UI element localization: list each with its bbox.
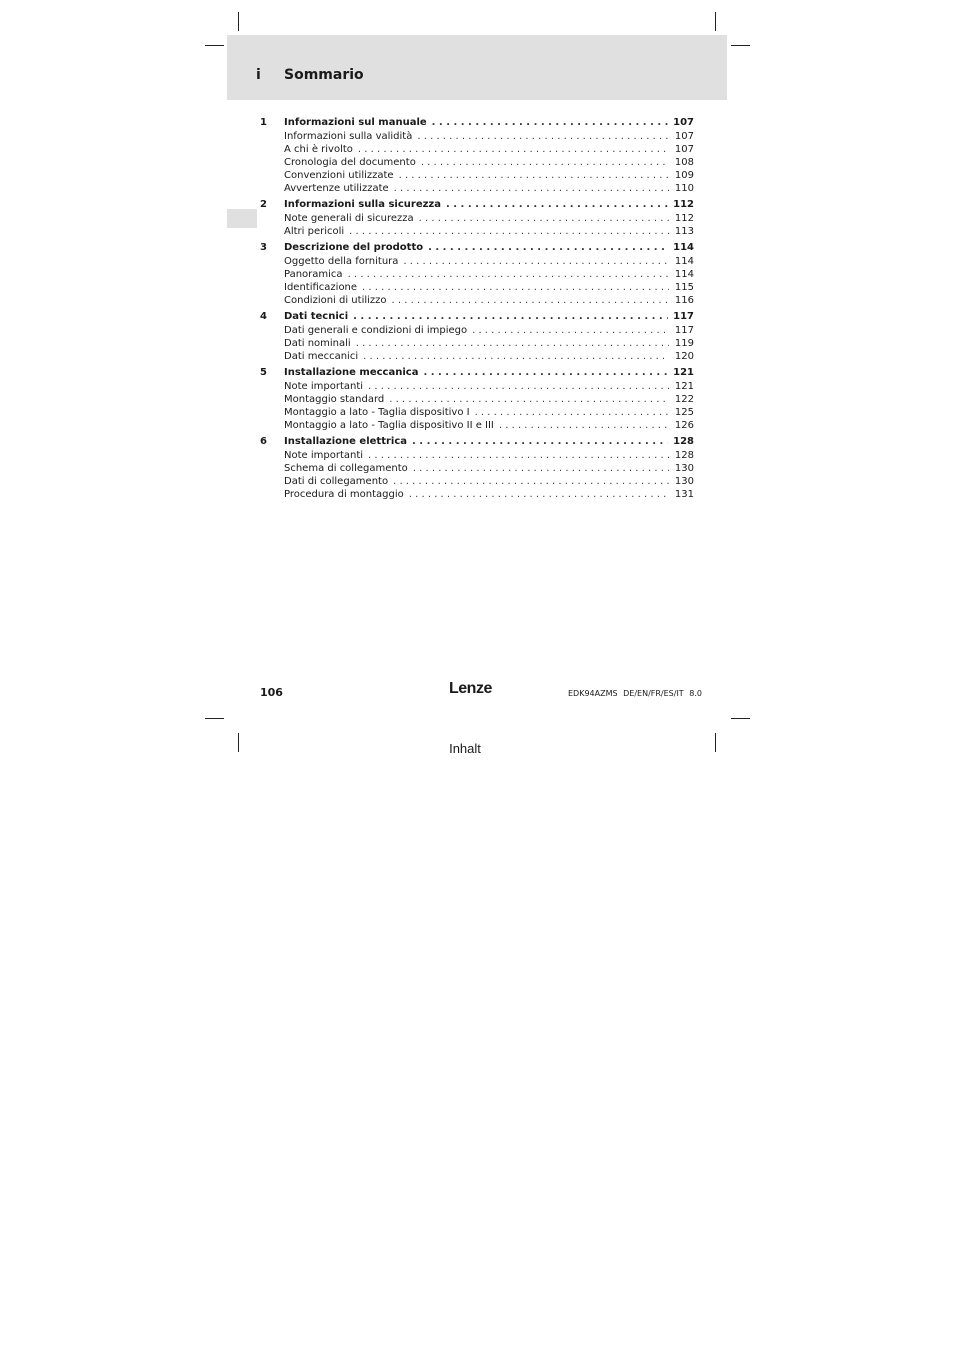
entry-title: Informazioni sulla validità <box>284 131 413 142</box>
toc-chapter-row[interactable] <box>260 434 694 449</box>
dot-leader <box>356 337 669 350</box>
page-number: 106 <box>260 686 283 699</box>
crop-mark <box>205 718 224 719</box>
entry-title: Cronologia del documento <box>284 157 416 168</box>
dot-leader <box>472 324 669 337</box>
document-reference: EDK94AZMS DE/EN/FR/ES/IT 8.0 <box>568 689 702 698</box>
dot-leader <box>421 156 669 169</box>
entry-page: 128 <box>674 450 694 461</box>
entry-title: Dati meccanici <box>284 351 359 362</box>
entry-title: Condizioni di utilizzo <box>284 295 387 306</box>
dot-leader <box>475 406 669 419</box>
entry-title: Oggetto della fornitura <box>284 256 399 267</box>
entry-title: Procedura di montaggio <box>284 489 404 500</box>
chapter-title: Informazioni sulla sicurezza <box>284 199 441 210</box>
dot-leader <box>428 240 668 255</box>
entry-page: 119 <box>674 338 694 349</box>
toc-entry-row[interactable] <box>260 130 694 143</box>
dot-leader <box>368 380 669 393</box>
toc-entry-row[interactable] <box>260 419 694 432</box>
chapter-title: Descrizione del prodotto <box>284 242 424 253</box>
dot-leader <box>423 365 668 380</box>
entry-title: Schema di collegamento <box>284 463 408 474</box>
toc-entry-row[interactable] <box>260 212 694 225</box>
dot-leader <box>358 143 669 156</box>
toc-section <box>260 434 694 501</box>
dot-leader <box>353 309 668 324</box>
dot-leader <box>389 393 669 406</box>
lenze-logo: Lenze <box>449 680 492 697</box>
toc-entry-row[interactable] <box>260 169 694 182</box>
toc-entry-row[interactable] <box>260 406 694 419</box>
toc-section <box>260 115 694 195</box>
crop-mark <box>731 718 750 719</box>
chapter-page: 114 <box>673 242 694 253</box>
entry-page: 131 <box>674 489 694 500</box>
entry-page: 125 <box>674 407 694 418</box>
side-tab-marker <box>227 209 257 228</box>
entry-title: Panoramica <box>284 269 343 280</box>
dot-leader <box>446 197 668 212</box>
entry-page: 130 <box>674 463 694 474</box>
chapter-title: Dati tecnici <box>284 311 349 322</box>
dot-leader <box>403 255 669 268</box>
page-header <box>227 35 727 100</box>
dot-leader <box>399 169 669 182</box>
toc-chapter-row[interactable] <box>260 115 694 130</box>
chapter-page: 112 <box>673 199 694 210</box>
toc-entry-row[interactable] <box>260 255 694 268</box>
entry-title: A chi è rivolto <box>284 144 353 155</box>
toc-entry-row[interactable] <box>260 182 694 195</box>
entry-page: 107 <box>674 131 694 142</box>
chapter-number: 2 <box>260 199 267 210</box>
entry-title: Montaggio a lato - Taglia dispositivo II e III <box>284 420 494 431</box>
dot-leader <box>412 434 668 449</box>
toc-entry-row[interactable] <box>260 475 694 488</box>
entry-page: 117 <box>674 325 694 336</box>
entry-page: 122 <box>674 394 694 405</box>
toc-entry-row[interactable] <box>260 462 694 475</box>
entry-page: 116 <box>674 295 694 306</box>
dot-leader <box>419 212 669 225</box>
chapter-number: 4 <box>260 311 267 322</box>
dot-leader <box>417 130 669 143</box>
dot-leader <box>363 350 669 363</box>
chapter-title: Installazione meccanica <box>284 367 419 378</box>
entry-page: 114 <box>674 269 694 280</box>
chapter-number: 1 <box>260 117 267 128</box>
info-icon: i <box>256 67 261 83</box>
entry-page: 113 <box>674 226 694 237</box>
toc-section <box>260 365 694 432</box>
entry-title: Note importanti <box>284 381 364 392</box>
entry-title: Dati nominali <box>284 338 351 349</box>
dot-leader <box>413 462 669 475</box>
dot-leader <box>499 419 669 432</box>
entry-page: 121 <box>674 381 694 392</box>
chapter-number: 6 <box>260 436 267 447</box>
toc-entry-row[interactable] <box>260 143 694 156</box>
entry-page: 112 <box>674 213 694 224</box>
crop-mark <box>238 12 239 31</box>
toc-chapter-row[interactable] <box>260 365 694 380</box>
entry-page: 114 <box>674 256 694 267</box>
dot-leader <box>409 488 669 501</box>
entry-title: Avvertenze utilizzate <box>284 183 389 194</box>
entry-page: 120 <box>674 351 694 362</box>
entry-page: 108 <box>674 157 694 168</box>
entry-page: 126 <box>674 420 694 431</box>
entry-title: Identificazione <box>284 282 358 293</box>
chapter-page: 107 <box>673 117 694 128</box>
toc-entry-row[interactable] <box>260 268 694 281</box>
toc-entry-row[interactable] <box>260 225 694 238</box>
entry-page: 110 <box>674 183 694 194</box>
toc-entry-row[interactable] <box>260 350 694 363</box>
entry-title: Montaggio a lato - Taglia dispositivo I <box>284 407 470 418</box>
toc-chapter-row[interactable] <box>260 197 694 212</box>
dot-leader <box>362 281 669 294</box>
page-title: Sommario <box>284 67 364 83</box>
entry-title: Convenzioni utilizzate <box>284 170 394 181</box>
crop-mark <box>715 12 716 31</box>
entry-title: Note importanti <box>284 450 364 461</box>
dot-leader <box>394 182 669 195</box>
dot-leader <box>349 225 669 238</box>
chapter-title: Installazione elettrica <box>284 436 408 447</box>
entry-page: 107 <box>674 144 694 155</box>
entry-page: 130 <box>674 476 694 487</box>
crop-mark <box>205 45 224 46</box>
chapter-page: 121 <box>673 367 694 378</box>
toc-section <box>260 197 694 238</box>
chapter-number: 3 <box>260 242 267 253</box>
toc-section <box>260 240 694 307</box>
toc-entry-row[interactable] <box>260 488 694 501</box>
chapter-number: 5 <box>260 367 267 378</box>
toc-entry-row[interactable] <box>260 337 694 350</box>
entry-page: 109 <box>674 170 694 181</box>
toc-entry-row[interactable] <box>260 281 694 294</box>
chapter-page: 117 <box>673 311 694 322</box>
dot-leader <box>432 115 668 130</box>
toc-entry-row[interactable] <box>260 380 694 393</box>
toc-entry-row[interactable] <box>260 324 694 337</box>
chapter-title: Informazioni sul manuale <box>284 117 427 128</box>
dot-leader <box>368 449 669 462</box>
entry-page: 115 <box>674 282 694 293</box>
entry-title: Dati generali e condizioni di impiego <box>284 325 468 336</box>
toc-chapter-row[interactable] <box>260 240 694 255</box>
table-of-contents <box>260 115 694 503</box>
entry-title: Altri pericoli <box>284 226 345 237</box>
toc-entry-row[interactable] <box>260 294 694 307</box>
toc-chapter-row[interactable] <box>260 309 694 324</box>
crop-mark <box>731 45 750 46</box>
caption: Inhalt <box>449 741 481 756</box>
dot-leader <box>392 294 669 307</box>
dot-leader <box>393 475 669 488</box>
toc-entry-row[interactable] <box>260 449 694 462</box>
entry-title: Note generali di sicurezza <box>284 213 414 224</box>
entry-title: Montaggio standard <box>284 394 385 405</box>
dot-leader <box>348 268 669 281</box>
toc-entry-row[interactable] <box>260 393 694 406</box>
toc-section <box>260 309 694 363</box>
toc-entry-row[interactable] <box>260 156 694 169</box>
chapter-page: 128 <box>673 436 694 447</box>
entry-title: Dati di collegamento <box>284 476 389 487</box>
